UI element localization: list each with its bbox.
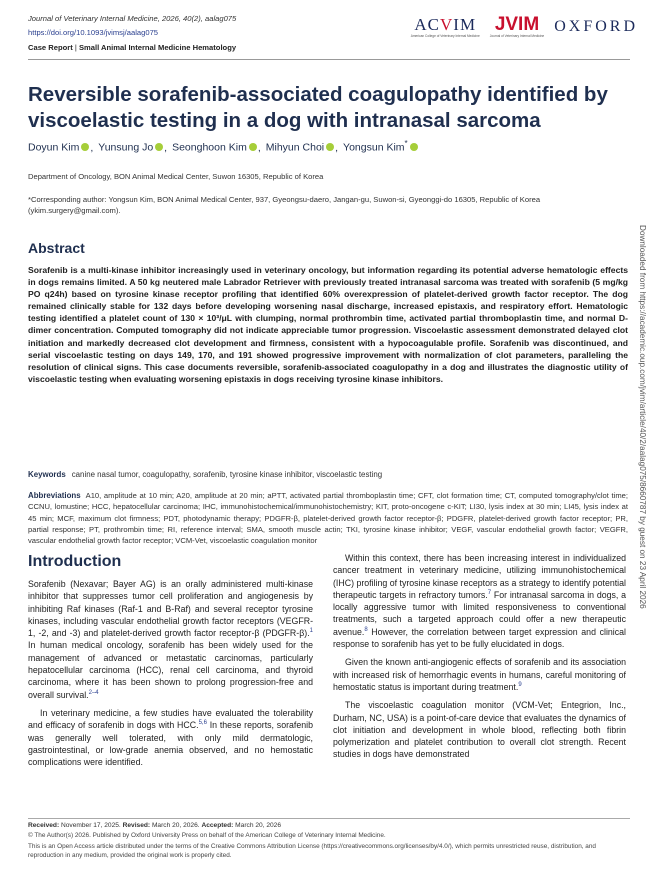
intro-left-column	[28, 578, 313, 774]
revised-label: Revised:	[122, 822, 151, 829]
orcid-icon[interactable]	[81, 143, 89, 151]
paragraph	[333, 699, 626, 760]
paragraph-text: However, the correlation between target expression and clinical response to sorafenib has yet to be fully elucidated in dogs.	[333, 626, 626, 650]
paragraph	[28, 578, 313, 701]
orcid-icon[interactable]	[410, 143, 418, 151]
acvim-logo-part-2: IM	[453, 15, 477, 34]
article-title: Reversible sorafenib-associated coagulopathy identified by viscoelastic testing in a dog with intranasal sarcoma	[28, 83, 608, 132]
keywords-text: canine nasal tumor, coagulopathy, sorafenib, tyrosine kinase inhibitor, viscoelastic testing	[71, 470, 383, 479]
author-separator: ,	[257, 141, 261, 154]
received-label: Received:	[28, 822, 60, 829]
article-dates	[28, 822, 281, 829]
acvim-logo	[411, 16, 480, 38]
corresponding-mark: *	[404, 139, 408, 148]
accepted-date: March 20, 2026	[235, 822, 281, 829]
author-name: Mihyun Choi	[265, 141, 325, 154]
author-name: Yunsung Jo	[98, 141, 154, 154]
citation-ref[interactable]: 2–4	[88, 689, 99, 696]
citation-ref[interactable]: 9	[518, 682, 522, 689]
affiliation: Department of Oncology, BON Animal Medical Center, Suwon 16305, Republic of Korea	[28, 172, 324, 181]
paragraph-text: For intranasal sarcoma in dogs, a locally aggressive tumor with limited responsiveness to conventional treatments, such a targeted approach could offer a new therapeutic avenue.	[333, 589, 626, 637]
corresponding-author: *Corresponding author: Yongsun Kim, BON Animal Medical Center, 937, Gyeongsu-daero, Jangan-gu, Suwon-si, Gyeonggi-do 16305, Republic of Korea (ykim.surgery@gmail.com).	[28, 195, 541, 215]
introduction-heading: Introduction	[28, 553, 122, 570]
author-name: Yongsun Kim	[343, 141, 405, 154]
author-name: Seonghoon Kim	[172, 141, 247, 154]
header-divider	[28, 59, 630, 60]
citation-ref[interactable]: 1	[309, 628, 313, 635]
paragraph	[333, 552, 626, 650]
paragraph-text: Within this context, there has been increasing interest in individualized cancer treatment in veterinary medicine, utilizing immunohistochemical (IHC) profiling of tyrosine kinase receptors as a strategy to identify potential therapeutic targets in refractory tumors.	[333, 553, 626, 600]
download-sidebar	[636, 225, 650, 685]
citation-ref[interactable]: 7	[487, 589, 492, 596]
paragraph-text: Sorafenib (Nexavar; Bayer AG) is an orally administered multi-kinase inhibitor that suppresses tumor cell proliferation and angiogenesis by inhibiting Raf kinases (Raf-1 and B-Raf) and several receptor tyrosine kinases, including vascular endothelial growth factor receptors (VEGFR-1, -2, and -3) and platelet-derived growth factor receptor-β (PDGFR-β).	[28, 579, 313, 639]
article-section: Small Animal Internal Medicine Hematology	[78, 43, 237, 52]
author-separator: ,	[90, 141, 94, 154]
doi-link[interactable]: https://doi.org/10.1093/jvimsj/aalag075	[28, 28, 159, 37]
author-separator: ,	[164, 141, 168, 154]
article-type: Case Report | Small Animal Internal Medicine Hematology	[28, 43, 237, 52]
acvim-logo-v: V	[440, 15, 454, 34]
author-name: Doyun Kim	[28, 141, 80, 154]
abbreviations	[28, 490, 628, 546]
citation-ref[interactable]: 8	[364, 626, 368, 633]
abbreviations-label: Abbreviations	[28, 491, 81, 500]
author-list	[28, 139, 419, 154]
paragraph-text: In veterinary medicine, a few studies have evaluated the tolerability and efficacy of sorafenib in dogs with HCC.	[28, 707, 313, 731]
citation-ref[interactable]: 5,6	[198, 720, 207, 727]
download-notice: Downloaded from https://academic.oup.com/jvim/article/40/2/aalag075/8660787 by guest on 23 April 2026	[638, 225, 647, 609]
revised-date: March 20, 2026.	[151, 822, 200, 829]
abstract-text: Sorafenib is a multi-kinase inhibitor increasingly used in veterinary oncology, but information regarding its potential adverse hematologic effects in dogs remains limited. A 50 kg neutered male Labrador Retriever with previously treated intranasal sarcoma was treated with sorafenib (5 mg/kg PO q24h) based on tyrosine kinase receptor profiling that identified 60% overexpression of platelet-derived growth factor receptor. The dog remained clinically stable for 132 days before developing worsening nasal discharge, increased epistaxis, and respiratory effort. Hematologic testing identified a platelet count of 130 × 10³/μL with clumping, normal prothrombin time, activated partial thromboplastin time, and normal D-dimer concentration. Computed tomography did not indicate appreciable tumor progression. Viscoelastic assessment demonstrated delayed clot initiation and markedly decreased clot development and firmness, consistent with a hypocoagulable profile. Sorafenib was discontinued, and serial viscoelastic testing on days 149, 170, and 191 showed progressive improvement with normalization of clot parameters, paralleling the resolution of clinical signs. This case documents reversible, sorafenib-associated coagulopathy in a dog and illustrates the diagnostic utility of viscoelastic testing when evaluating worsening epistaxis in dogs receiving tyrosine kinase inhibitors.	[28, 265, 628, 384]
acvim-logo-subtitle: American College of Veterinary Internal Medicine	[410, 34, 480, 38]
intro-right-column	[333, 552, 626, 767]
paragraph	[333, 656, 626, 693]
author-separator: ,	[335, 141, 339, 154]
license: This is an Open Access article distributed under the terms of the Creative Commons Attribution License (https://creativecommons.org/licenses/by/4.0/), which permits unrestricted reuse, distribution, and reproduction in any medium, provided the original work is properly cited.	[28, 843, 596, 860]
orcid-icon[interactable]	[155, 143, 163, 151]
paragraph	[28, 707, 313, 768]
jvim-logo-subtitle: Journal of Veterinary Internal Medicine	[489, 34, 545, 38]
paragraph-text: The viscoelastic coagulation monitor (VCM-Vet; Entegrion, Inc., Durham, NC, USA) is a point-of-care device that evaluates the dynamics of clot initiation and development in whole blood, reflecting both fibrin polymerization and platelet contribution to overall clot strength. Recent studies in dogs have demonstrated	[333, 700, 626, 760]
orcid-icon[interactable]	[326, 143, 334, 151]
keywords-label: Keywords	[28, 470, 66, 479]
abstract-heading: Abstract	[28, 240, 85, 256]
publisher-logos	[411, 16, 638, 38]
paragraph-text: Given the known anti-angiogenic effects of sorafenib and its association with increased risk of hemorrhagic events in humans, careful monitoring of hemostatic status is important during treatment.	[333, 657, 626, 692]
keywords	[28, 470, 628, 479]
jvim-logo	[490, 16, 544, 38]
abbreviations-text: A10, amplitude at 10 min; A20, amplitude at 20 min; aPTT, activated partial thromboplastin time; CFT, clot formation time; CT, computed tomography/clot time; CCNU, lomustine; HCC, hepatocellular carcinoma; IHC, immunohistochemical/immunohistochemistry; KIT, proto-oncogene c-KIT; LI30, lysis index at 30 min; LI45, lysis index at 45 min; MCF, maximum clot firmness; PDT, photodynamic therapy; PDGFR-β, platelet-derived growth factor receptor-β; PDGFR, platelet-derived growth factor receptor; PR, partial response; PT, prothrombin time; RI, reference interval; SMA, smooth muscle actin; TKI, tyrosine kinase inhibitor; VEGF, vascular endothelial growth factor; VEGFR, vascular endothelial growth factor receptor; VCM-Vet, viscoelastic coagulation monitor	[28, 491, 628, 546]
acvim-logo-part: AC	[414, 15, 441, 34]
jvim-logo-text: JVIM	[494, 14, 540, 35]
article-type-label: Case Report	[28, 43, 73, 52]
oxford-logo: OXFORD	[554, 18, 638, 35]
paragraph-text: In human medical oncology, sorafenib has been widely used for the management of advanced or metastatic carcinomas, particularly hepatocellular carcinoma (HCC), renal cell carcinoma, and thyroid carcinoma, where it has been shown to prolong progression-free and overall survival.	[28, 640, 313, 700]
footer-divider	[28, 818, 630, 819]
copyright: © The Author(s) 2026. Published by Oxford University Press on behalf of the American College of Veterinary Internal Medicine.	[28, 832, 386, 839]
accepted-label: Accepted:	[201, 822, 234, 829]
paragraph-text: In these reports, sorafenib was generally well tolerated, with only mild dermatologic, gastrointestinal, or low-grade anemia observed, and no hemostatic complications were identified.	[28, 720, 313, 768]
received-date: November 17, 2025.	[61, 822, 121, 829]
journal-citation: Journal of Veterinary Internal Medicine, 2026, 40(2), aalag075	[28, 14, 237, 23]
orcid-icon[interactable]	[249, 143, 257, 151]
